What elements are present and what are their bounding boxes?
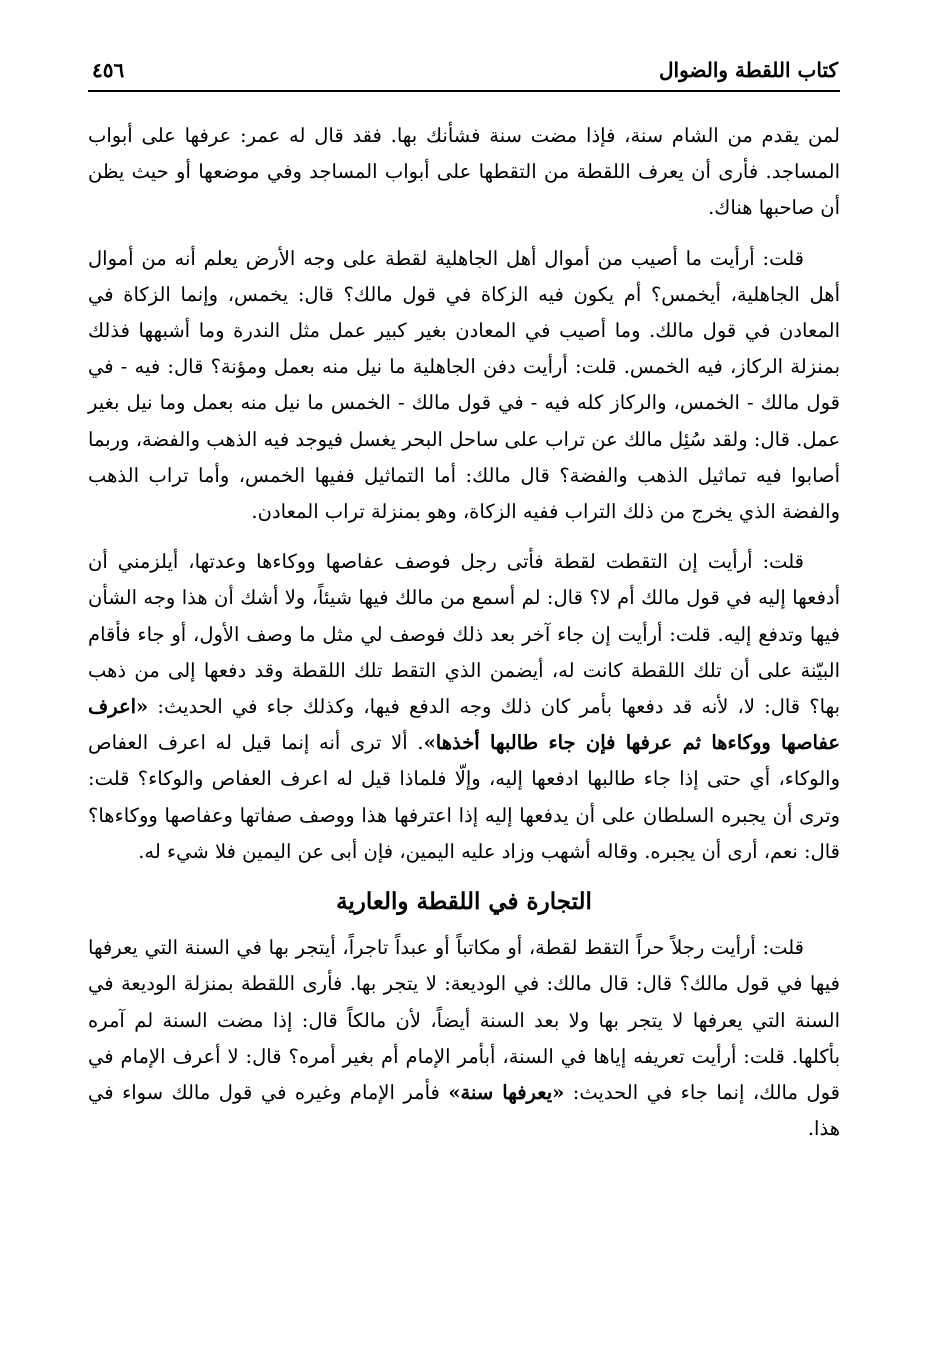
- hadith-quote: «اعرف عفاصها ووكاءها ثم عرفها فإن جاء طالبها أخذها»: [88, 695, 840, 755]
- paragraph-text-part: . ألا ترى أنه إنما قيل له اعرف العفاص والوكاء، أي حتى إذا جاء طالبها ادفعها إليه، وإلّا فلماذا قيل له اعرف العفاص والوكاء؟ قلت: وترى أن يجبره السلطان على أن يدفعها إليه إذا اعترفها هذا ووصف صفاتها وعفاصها ووكاءها؟ قال: نعم، أرى أن يجبره. وقاله أشهب وزاد عليه اليمين، فإن أبى عن اليمين فلا شيء له.: [88, 731, 840, 863]
- paragraph-text-part: قلت: أرأيت إن التقطت لقطة فأتى رجل فوصف عفاصها ووكاءها وعدتها، أيلزمني أن أدفعها إليه في قول مالك أم لا؟ قال: لم أسمع من مالك فيها شيئاً، ولا أشك أن هذا وجه الشأن فيها وتدفع إليه. قلت: أرأيت إن جاء آخر بعد ذلك فوصف لي مثل ما وصف الأول، أو جاء فأقام البيّنة على أن تلك اللقطة كانت له، أيضمن الذي التقط تلك اللقطة وقد دفعها إلى من ذهب بها؟ قال: لا، لأنه قد دفعها بأمر كان ذلك وجه الدفع فيها، وكذلك جاء في الحديث:: [88, 550, 840, 719]
- page-number: ٤٥٦: [92, 58, 125, 82]
- book-page: [88, 52, 840, 1332]
- running-title: كتاب اللقطة والضوال: [659, 58, 838, 82]
- paragraph-text-part: قلت: أرأيت رجلاً حراً التقط لقطة، أو مكاتباً أو عبداً تاجراً، أيتجر بها في السنة التي يعرفها فيها في قول مالك؟ قال: قال مالك: في الوديعة: لا يتجر بها. فأرى اللقطة بمنزلة الوديعة في السنة التي يعرفها لا يتجر بها ولا بعد السنة أيضاً، لأن مالكاً قال: إذا مضت السنة لم آمره بأكلها. قلت: أرأيت تعريفه إياها في السنة، أبأمر الإمام أم بغير أمره؟ قال: لا أعرف الإمام في قول مالك، إنما جاء في الحديث:: [88, 936, 840, 1105]
- section-heading: التجارة في اللقطة والعارية: [336, 888, 592, 916]
- paragraph-continuation: لمن يقدم من الشام سنة، فإذا مضت سنة فشأنك بها. فقد قال له عمر: عرفها على أبواب المساجد. فأرى أن يعرف اللقطة من التقطها على أبواب المساجد وفي موضعها أو حيث يظن أن صاحبها هناك.: [88, 124, 840, 220]
- body-text: [88, 118, 840, 1147]
- paragraph-description-claim: [88, 544, 840, 870]
- hadith-quote: «يعرفها سنة»: [448, 1081, 565, 1105]
- running-header: [88, 52, 840, 92]
- paragraph-buried-treasure: قلت: أرأيت ما أصيب من أموال أهل الجاهلية لقطة على وجه الأرض يعلم أنه من أموال أهل الجاهلية، أيخمس؟ أم يكون فيه الزكاة في قول مالك؟ قال: يخمس، وإنما الزكاة في المعادن في قول مالك. وما أصيب في المعادن بغير كبير عمل مثل الندرة وما أشبهها فذلك بمنزلة الركاز، فيه الخمس. قلت: أرأيت دفن الجاهلية ما نيل منه بعمل ومؤنة؟ قال: فيه - في قول مالك - الخمس، والركاز كله فيه - في قول مالك - الخمس ما نيل منه بعمل وما نيل بغير عمل. قال: ولقد سُئِل مالك عن تراب على ساحل البحر يغسل فيوجد فيه الذهب والفضة، وربما أصابوا فيه تماثيل الذهب والفضة؟ قال مالك: أما التماثيل ففيها الخمس، وأما تراب الذهب والفضة الذي يخرج من ذلك التراب ففيه الزكاة، وهو بمنزلة تراب المعادن.: [88, 246, 840, 524]
- paragraph-trading: [88, 930, 840, 1147]
- paragraph-text-part: فأمر الإمام وغيره في قول مالك سواء في هذا.: [88, 1081, 840, 1141]
